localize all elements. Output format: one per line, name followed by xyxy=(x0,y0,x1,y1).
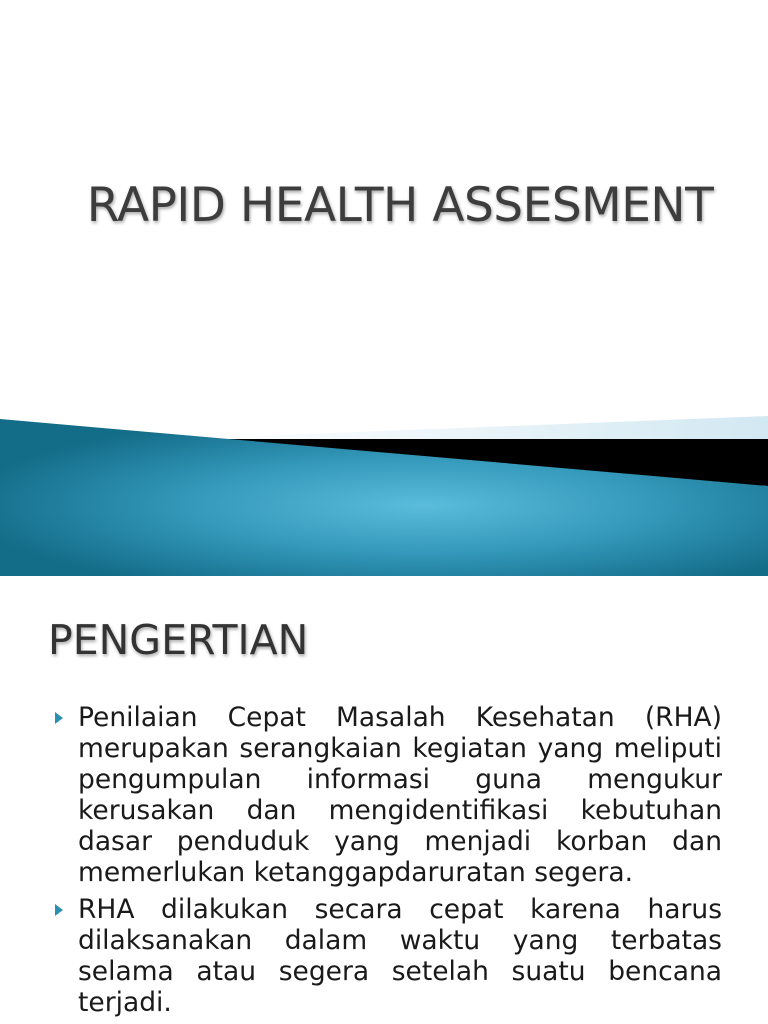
decorative-banner xyxy=(0,410,768,576)
slide-title: RAPID HEALTH ASSESMENT xyxy=(86,178,714,233)
bullet-item xyxy=(52,894,722,1018)
triangle-bullet-icon xyxy=(55,904,63,916)
banner-light-band xyxy=(200,416,768,440)
triangle-bullet-icon xyxy=(55,712,63,724)
section-heading: PENGERTIAN xyxy=(48,616,309,664)
bullet-item xyxy=(52,702,722,888)
content-slide xyxy=(0,576,768,1024)
bullet-text: Penilaian Cepat Masalah Kesehatan (RHA) merupakan serangkaian kegiatan yang meliputi pengumpulan informasi guna mengukur kerusakan dan mengidentifikasi kebutuhan dasar penduduk yang menjadi korban dan memerlukan ketanggapdaruratan segera. xyxy=(78,702,722,888)
bullet-text: RHA dilakukan secara cepat karena harus dilaksanakan dalam waktu yang terbatas selama atau segera setelah suatu bencana terjadi. xyxy=(78,894,722,1018)
bullet-list xyxy=(52,702,722,1024)
